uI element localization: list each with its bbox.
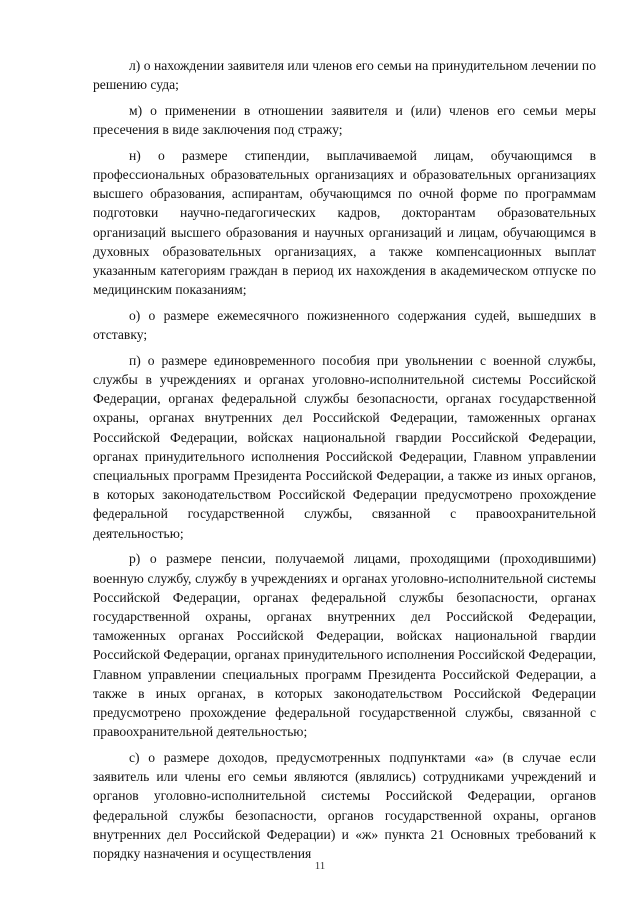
paragraph-l: л) о нахождении заявителя или членов его семьи на принудительном лечении по решению суда; bbox=[93, 58, 596, 93]
paragraph-m: м) о применении в отношении заявителя и (или) членов его семьи меры пресечения в виде заключения под стражу; bbox=[93, 102, 596, 138]
page-number: 11 bbox=[314, 860, 326, 872]
paragraph-s: с) о размере доходов, предусмотренных подпунктами «а» (в случае если заявитель или члены его семьи являются (являлись) сотрудниками учреждений и органов уголовно-исполнительной системы Российской Федерации, органов федеральной службы безопасности, органов государственной охраны, органов внутренних дел Российской Федерации) и «ж» пункта 21 Основных требований к порядку назначения и осуществления bbox=[93, 749, 596, 861]
paragraph-r: р) о размере пенсии, получаемой лицами, проходящими (проходившими) военную службу, службу в учреждениях и органах уголовно-исполнительной системы Российской Федерации, органах федеральной службы безопасности, органах государственной охраны, органах внутренних дел Российской Федерации, таможенных органах Российской Федерации, войсках национальной гвардии Российской Федерации, органах принудительного исполнения Российской Федерации, Главном управлении специальных программ Президента Российской Федерации, а также в иных органах, в которых законодательством Российской Федерации предусмотрено прохождение федеральной государственной службы, связанной с правоохранительной деятельностью; bbox=[93, 551, 596, 740]
paragraph-o: о) о размере ежемесячного пожизненного содержания судей, вышедших в отставку; bbox=[93, 307, 596, 343]
paragraph-p: п) о размере единовременного пособия при увольнении с военной службы, службы в учреждениях и органах уголовно-исполнительной системы Российской Федерации, органах федеральной службы безопасности, органах государственной охраны, органах внутренних дел Российской Федерации, таможенных органах Российской Федерации, войсках национальной гвардии Российской Федерации, органах принудительного исполнения Российской Федерации, Главном управлении специальных программ Президента Российской Федерации, а также из иных органов, в которых законодательством Российской Федерации предусмотрено прохождение федеральной государственной службы, связанной с правоохранительной деятельностью; bbox=[93, 352, 596, 541]
body-text bbox=[93, 56, 596, 870]
paragraph-n: н) о размере стипендии, выплачиваемой лицам, обучающимся в профессиональных образовательных организациях и образовательных организациях высшего образования, аспирантам, обучающимся по очной форме по программам подготовки научно-педагогических кадров, докторантам образовательных организаций высшего образования и научных организаций и лицам, обучающимся в духовных образовательных организациях, а также компенсационных выплат указанным категориям граждан в период их нахождения в академическом отпуске по медицинским показаниям; bbox=[93, 147, 596, 298]
